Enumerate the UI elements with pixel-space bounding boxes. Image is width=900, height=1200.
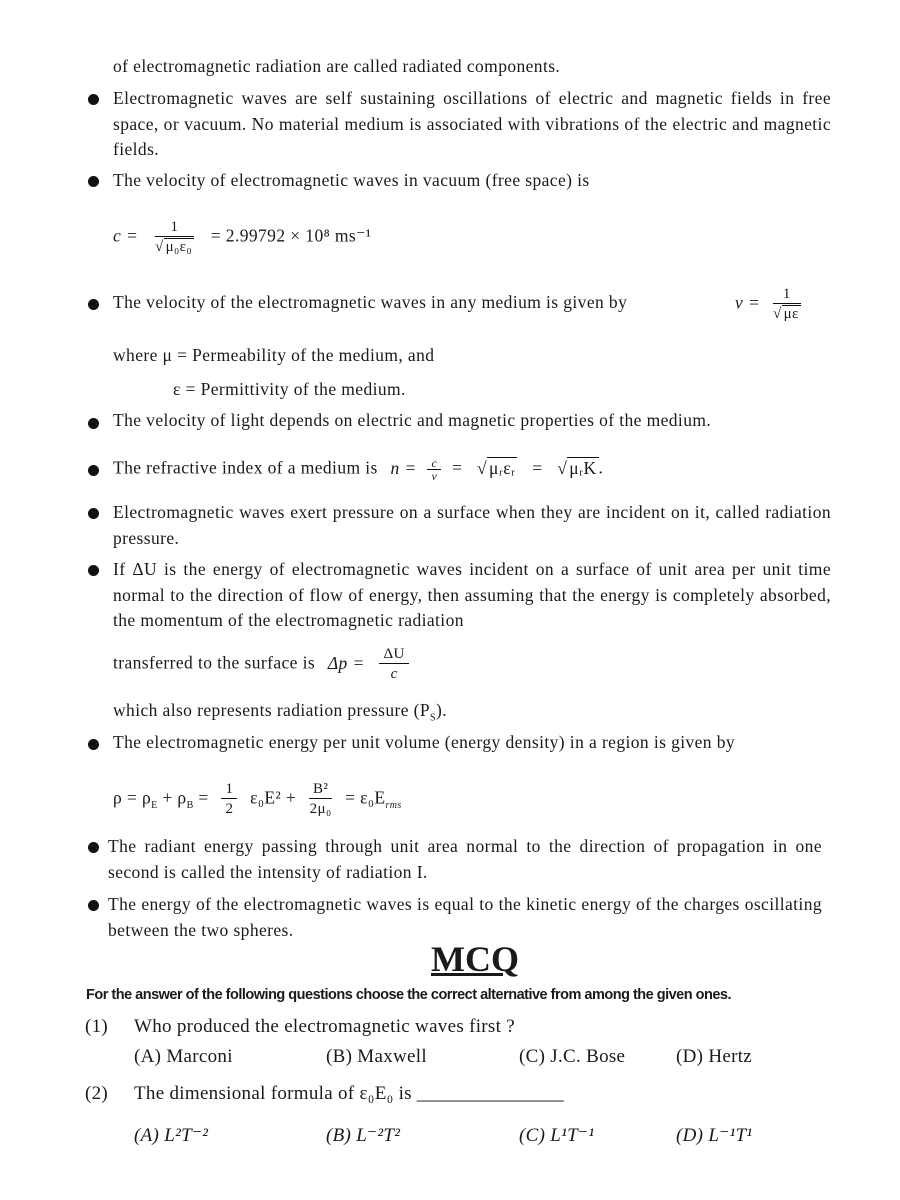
paragraph-light-velocity: The velocity of light depends on electric and magnetic properties of the medium. xyxy=(113,410,712,430)
eq-denominator: 2 xyxy=(225,801,234,817)
eq-period: . xyxy=(598,457,604,478)
note-subscript: S xyxy=(430,712,437,724)
radiation-pressure-note xyxy=(113,700,447,724)
eq-denominator: 2μ₀ xyxy=(309,801,332,817)
bullet-icon xyxy=(88,418,99,429)
option-1a[interactable]: (A) Marconi xyxy=(134,1046,233,1067)
eq-numerator: 1 xyxy=(155,218,194,237)
option-1d[interactable]: (D) Hertz xyxy=(676,1046,753,1067)
eq-numerator: 1 xyxy=(773,285,801,304)
eq-denominator: v xyxy=(431,469,438,483)
eq-numerator: B² xyxy=(309,780,332,799)
definition-permittivity: ε = Permittivity of the medium. xyxy=(173,379,406,399)
eq-lhs: c = xyxy=(113,225,139,246)
eq-numerator: ΔU xyxy=(379,645,408,664)
equation-momentum xyxy=(113,645,409,684)
paragraph-em-waves: Electromagnetic waves are self sustaining oscillations of electric and magnetic fields in free space, or vacuum. No material medium is associated with vibrations of the electric and magnetic fields. xyxy=(113,88,831,159)
eq-lhs: Δp = xyxy=(327,652,365,673)
mcq-instruction: For the answer of the following questions choose the correct alternative from among the given ones. xyxy=(86,987,731,1003)
definition-permeability: where μ = Permeability of the medium, and xyxy=(113,345,435,365)
p7-last-line: transferred to the surface is xyxy=(113,652,316,673)
eq-part: + ρ xyxy=(157,787,187,808)
bullet-icon xyxy=(88,176,99,187)
eq-fraction: $\frac{1}{√ \mu\varepsilon}$ xyxy=(772,286,799,322)
eq-sub: B xyxy=(186,800,194,812)
option-2c[interactable]: (C) L¹T⁻¹ xyxy=(519,1125,595,1146)
eq-sqrt-mu-k: μᵣK xyxy=(569,457,597,478)
eq-part: ρ = ρ xyxy=(113,787,152,808)
option-2b[interactable]: (B) L⁻²T² xyxy=(326,1125,401,1146)
eq-denominator: με xyxy=(783,306,799,322)
eq-sqrt-mu-eps: μᵣεᵣ xyxy=(489,457,516,478)
eq-equals: = xyxy=(532,457,543,478)
eq-denominator: μ₀ε₀ xyxy=(165,239,192,255)
paragraph-intensity: The radiant energy passing through unit area normal to the direction of propagation in one second is called the intensity of radiation I. xyxy=(108,836,822,882)
bullet-icon xyxy=(88,739,99,750)
bullet-icon xyxy=(88,94,99,105)
paragraph-kinetic-energy: The energy of the electromagnetic waves is equal to the kinetic energy of the charges oscillating between the two spheres. xyxy=(108,894,822,940)
p3-text: The velocity of the electromagnetic waves in any medium is given by xyxy=(113,292,628,312)
bullet-icon xyxy=(88,565,99,576)
paragraph-momentum: If ΔU is the energy of electromagnetic waves incident on a surface of unit area per unit time normal to the direction of flow of energy, then assuming that the energy is completely absorbed, the momentum of the electromagnetic radiation xyxy=(113,559,831,630)
eq-fraction xyxy=(379,645,408,684)
eq-half xyxy=(221,780,237,819)
eq-numerator: c xyxy=(427,457,441,470)
option-1b[interactable]: (B) Maxwell xyxy=(326,1046,427,1067)
eq-equals: = xyxy=(451,457,463,478)
eq-lhs: v = xyxy=(735,292,761,313)
question-1-text: Who produced the electromagnetic waves first ? xyxy=(134,1016,515,1037)
bullet-icon xyxy=(88,842,99,853)
paragraph-velocity-vacuum: The velocity of electromagnetic waves in vacuum (free space) is xyxy=(113,170,590,190)
paragraph-radiation-pressure: Electromagnetic waves exert pressure on a surface when they are incident on it, called radiation pressure. xyxy=(113,502,831,548)
paragraph-energy-density: The electromagnetic energy per unit volume (energy density) in a region is given by xyxy=(113,732,736,752)
eq-n: n = xyxy=(390,457,417,478)
bullet-icon xyxy=(88,900,99,911)
option-1c[interactable]: (C) J.C. Bose xyxy=(519,1046,626,1067)
eq-numerator: 1 xyxy=(221,780,237,799)
eq-part: ε₀E² + xyxy=(250,787,297,808)
option-2a[interactable]: (A) L²T⁻² xyxy=(134,1125,209,1146)
equation-velocity-medium xyxy=(735,285,801,324)
option-2d[interactable]: (D) L⁻¹T¹ xyxy=(676,1125,753,1146)
bullet-icon xyxy=(88,299,99,310)
eq-denominator: c xyxy=(390,666,398,682)
question-number: (2) xyxy=(85,1083,109,1104)
mcq-title: MCQ xyxy=(431,939,519,979)
eq-rhs: = 2.99792 × 10⁸ ms⁻¹ xyxy=(210,225,372,246)
bullet-icon xyxy=(88,465,99,476)
bullet-icon xyxy=(88,508,99,519)
eq-c-over-v xyxy=(427,457,441,482)
paragraph-continuation: of electromagnetic radiation are called radiated components. xyxy=(113,56,561,76)
note-text: which also represents radiation pressure (P xyxy=(113,700,431,720)
eq-fraction: $\frac{1}{\text{√ μ₀ε₀}}$ xyxy=(154,219,192,255)
question-2-text: The dimensional formula of ε₀E₀ is _______________ xyxy=(134,1083,564,1104)
equation-energy-density xyxy=(113,780,402,819)
eq-part: = ε₀E xyxy=(345,787,386,808)
note-end: ). xyxy=(436,700,448,720)
paragraph-refractive-index: The refractive index of a medium is n = $\frac{c}{v}$ = √ μᵣεᵣ = √ μᵣK . xyxy=(113,456,604,483)
question-number: (1) xyxy=(85,1016,109,1037)
paragraph-velocity-medium xyxy=(113,292,627,313)
eq-sub: E xyxy=(151,800,158,812)
eq-part: = xyxy=(193,787,209,808)
p5-text: The refractive index of a medium is xyxy=(113,457,378,478)
eq-sub: rms xyxy=(385,800,402,812)
eq-b-fraction xyxy=(309,780,332,819)
equation-speed-of-light xyxy=(113,218,371,257)
